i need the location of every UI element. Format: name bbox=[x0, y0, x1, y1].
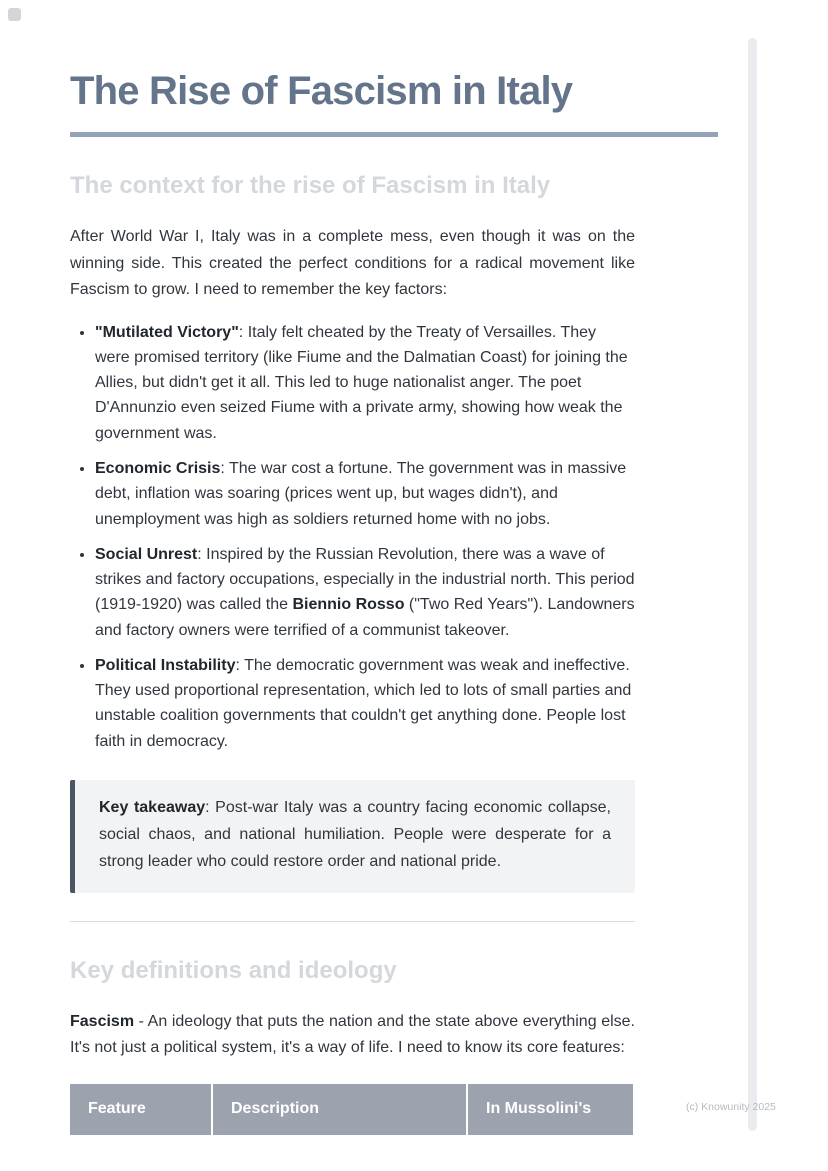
page-title: The Rise of Fascism in Italy bbox=[70, 69, 573, 113]
bullet-text: : Italy felt cheated by the Treaty of Versailles. They were promised territory (like Fiume and the Dalmatian Coast) for joining the Allies, but didn't get it all. This led to huge nationalist anger. The poet D'Annunzio even seized Fiume with a private army, showing how weak the government was. bbox=[95, 323, 628, 442]
watermark: (c) Knowunity 2025 bbox=[686, 1101, 776, 1113]
bullet-term: Political Instability bbox=[95, 656, 236, 674]
title-underline-rule bbox=[70, 132, 718, 137]
key-factors-list bbox=[70, 320, 635, 754]
bullet-text: : The war cost a fortune. The government was in massive debt, inflation was soaring (prices went up, but wages didn't), and unemployment was high as soldiers returned home with no jobs. bbox=[95, 459, 627, 528]
corner-marker-icon bbox=[8, 8, 21, 21]
callout-paragraph bbox=[99, 795, 611, 876]
document-page bbox=[70, 66, 635, 1135]
list-item-economic-crisis bbox=[95, 456, 635, 532]
list-item-political-instability bbox=[95, 653, 635, 754]
callout-label: Key takeaway bbox=[99, 798, 206, 816]
key-takeaway-callout bbox=[70, 780, 635, 893]
definitions-table bbox=[70, 1084, 635, 1135]
definition-term: Fascism bbox=[70, 1012, 135, 1030]
callout-text: : Post-war Italy was a country facing economic collapse, social chaos, and national humiliation. People were desperate for a strong leader who could restore order and national pride. bbox=[99, 798, 611, 870]
section-divider bbox=[70, 921, 635, 922]
table-header-description: Description bbox=[213, 1084, 466, 1135]
bullet-term: "Mutilated Victory" bbox=[95, 323, 239, 341]
intro-paragraph: After World War I, Italy was in a complete mess, even though it was on the winning side. This created the perfect conditions for a radical movement like Fascism to grow. I need to remember the key factors: bbox=[70, 228, 635, 299]
table-header-in-mussolinis: In Mussolini's bbox=[468, 1084, 633, 1135]
scrollbar-track[interactable] bbox=[748, 38, 757, 1131]
bullet-term: Economic Crisis bbox=[95, 459, 221, 477]
table-header-feature: Feature bbox=[70, 1084, 211, 1135]
definition-paragraph bbox=[70, 1009, 635, 1062]
definition-text: - An ideology that puts the nation and the state above everything else. It's not just a political system, it's a way of life. I need to know its core features: bbox=[70, 1012, 635, 1057]
bullet-text-tail: ("Two Red Years"). Landowners and factory owners were terrified of a communist takeover. bbox=[95, 596, 635, 639]
bullet-text: : Inspired by the Russian Revolution, there was a wave of strikes and factory occupations, especially in the industrial north. This period (1919-1920) was called the bbox=[95, 545, 635, 614]
bullet-term: Social Unrest bbox=[95, 545, 198, 563]
bullet-bold-inline: Biennio Rosso bbox=[292, 596, 405, 614]
section-heading-definitions: Key definitions and ideology bbox=[70, 956, 397, 984]
list-item-mutilated-victory bbox=[95, 320, 635, 446]
section-heading-context: The context for the rise of Fascism in Italy bbox=[70, 172, 551, 199]
list-item-social-unrest bbox=[95, 542, 635, 643]
bullet-text: : The democratic government was weak and ineffective. They used proportional representation, which led to lots of small parties and unstable coalition governments that couldn't get anything done. People lost faith in democracy. bbox=[95, 656, 632, 750]
